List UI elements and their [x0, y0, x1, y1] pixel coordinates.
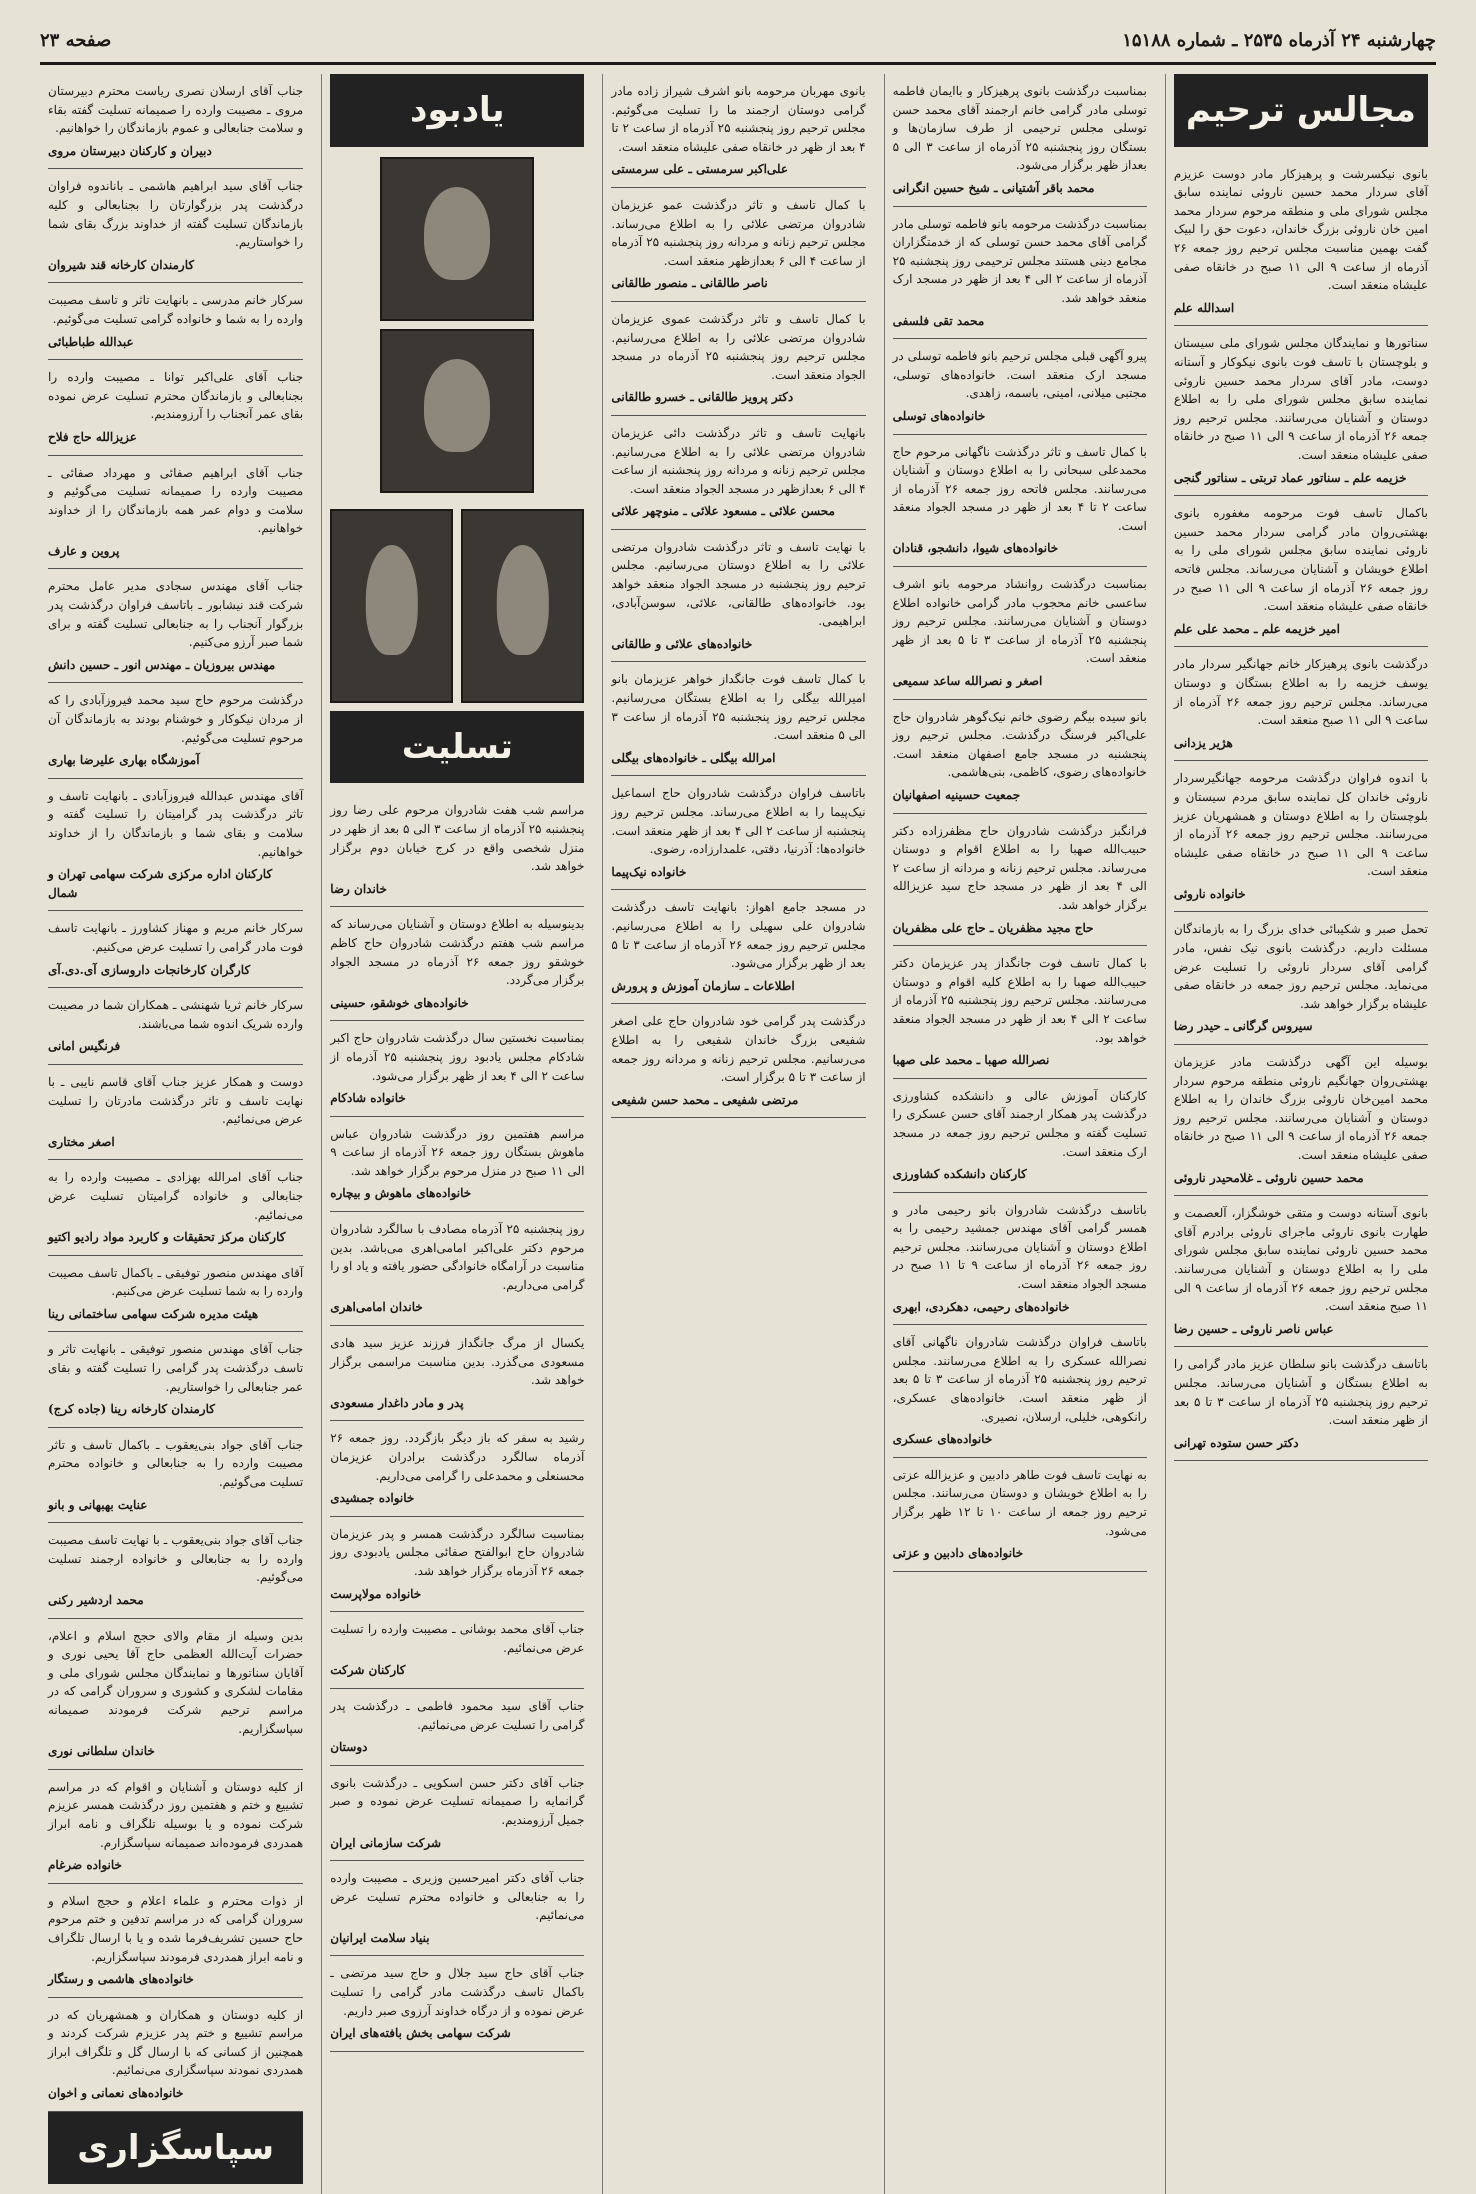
section-banner-majales: مجالس ترحیم: [1174, 74, 1428, 147]
notice-signature: کارکنان شرکت: [330, 1663, 406, 1678]
notice-signature: اصغر مختاری: [48, 1134, 115, 1149]
notice: [893, 567, 1147, 700]
notice-body: سناتورها و نمایندگان مجلس شورای ملی سیستان و بلوچستان با تاسف فوت بانوی نیکوکار و آستانه دوست، مادر آقای سردار محمد حسین ناروئی نماینده سابق مجلس شورای ملی را به اطلاع دوستان و آشنایان می‌رسانند. مجلس ترحیم روز جمعه ۲۶ آذرماه از ساعت ۹ الی ۱۱ صبح در خانقاه صفی علیشاه منعقد است.: [1173, 336, 1428, 462]
notice-body: جناب آقای جواد بنی‌یعقوب ـ با نهایت تاسف مصیبت وارده را به جنابعالی و خانواده ارجمند تسلیت می‌گوئیم.: [48, 1533, 304, 1585]
notice-body: بمناسبت درگذشت مرحومه بانو فاطمه توسلی مادر گرامی آقای محمد حسن توسلی که از خدمتگزاران مجامع دینی هستند مجلس ترحیمی روز پنجشنبه ۲۵ آذرماه از ساعت ۲ الی ۴ بعد از ظهر در مسجد ارک منعقد خواهد شد.: [892, 216, 1147, 305]
notice: [893, 207, 1147, 340]
notice: [330, 907, 584, 1021]
notice-body: بانوی مهربان مرحومه بانو اشرف شیراز زاده مادر گرامی دوستان ارجمند ما را تسلیت می‌گوئیم. مجلس ترحیم روز پنجشنبه ۲۵ آذرماه از ساعت ۲ تا ۴ بعد از ظهر در خانقاه صفی علیشاه منعقد است.: [611, 84, 866, 154]
issue-line: چهارشنبه ۲۴ آذرماه ۲۵۳۵ ـ شماره ۱۵۱۸۸: [1122, 29, 1436, 51]
notice-body: با کمال تاسف فوت جانگداز خواهر عزیزمان بانو امیرالله بیگلی را به اطلاع بستگان می‌رسانیم. مجلس ترحیم روز پنجشنبه ۲۵ آذرماه از ساعت ۳ الی ۵ منعقد است.: [611, 672, 866, 743]
notice: [48, 1523, 303, 1618]
page-header: [40, 18, 1436, 65]
notice: [48, 360, 303, 455]
notices-col1: [1174, 157, 1428, 1462]
notice: [48, 1428, 303, 1523]
notice-signature: خزیمه علم ـ سناتور عماد تربتی ـ سناتور گنجی: [1173, 470, 1407, 485]
notice-body: آقای مهندس عبدالله فیروزآبادی ـ بانهایت تاسف و تاثر درگذشت پدر گرامیتان را تسلیت گفته و سلامت و بقای شما و بازماندگان را از خداوند خواهانیم.: [48, 788, 304, 859]
notice-body: درگذشت مرحوم حاج سید محمد فیروزآبادی را که از مردان نیکوکار و خوشنام بودند به بازماندگان آن مرحوم تسلیت می‌گوئیم.: [48, 693, 304, 745]
notice-body: روز پنجشنبه ۲۵ آذرماه مصادف با سالگرد شادروان مرحوم دکتر علی‌اکبر امامی‌اهری می‌باشد. بدین مناسبت در آرامگاه خانوادگی حضور یافته و یاد او را گرامی می‌داریم.: [330, 1222, 585, 1292]
notice-signature: امرالله بیگلی ـ خانواده‌های بیگلی: [611, 750, 776, 765]
notice-body: آقای مهندس منصور توفیقی ـ باکمال تاسف مصیبت وارده را به شما تسلیت عرض می‌کنیم.: [48, 1265, 304, 1299]
notice-body: بانو سیده بیگم رضوی خانم نیک‌گوهر شادروان حاج علی‌اکبر فرسنگ درگذشت. مجلس ترحیم روز پنجشنبه در مسجد جامع اصفهان منعقد است. خانواده‌های رضوی، کاظمی، بنی‌هاشمی.: [892, 709, 1147, 780]
notice-body: بمناسبت درگذشت بانوی پرهیزکار و باایمان فاطمه توسلی مادر گرامی خانم ارجمند آقای محمد حسن توسلی مجلس ترحیمی از طرف سازمان‌ها و بستگان روز پنجشنبه ۲۵ آذرماه از ساعت ۳ الی ۵ بعداز ظهر برگزار می‌شود.: [892, 84, 1147, 173]
notice: [893, 814, 1147, 947]
notice: [893, 946, 1147, 1079]
notice-body: جناب آقای دکتر امیرحسین وزیری ـ مصیبت وارده را به جنابعالی و خانواده محترم تسلیت عرض می‌نمائیم.: [330, 1871, 585, 1923]
notice-body: جناب آقای محمد بوشانی ـ مصیبت وارده را تسلیت عرض می‌نمائیم.: [330, 1622, 585, 1655]
notice-signature: محسن علائی ـ مسعود علائی ـ منوچهر علائی: [611, 504, 835, 519]
portrait-photo-2: [380, 329, 534, 493]
notice-body: درگذشت پدر گرامی خود شادروان حاج علی اصغر شفیعی بزرگ خاندان شفیعی را به اطلاع می‌رسانیم. مجلس ترحیم زنانه و مردانه روز جمعه از ساعت ۳ تا ۵ برگزار است.: [611, 1014, 866, 1085]
notice-signature: کارمندان کارخانه قند شیروان: [48, 257, 195, 272]
notice: [330, 1612, 584, 1689]
notice-signature: خاندان رضا: [330, 881, 387, 896]
notice: [893, 1458, 1147, 1572]
notice-signature: خانواده نیک‌پیما: [611, 864, 687, 879]
notice: [48, 1256, 303, 1333]
notice-body: با کمال تاسف و تاثر درگذشت عموی عزیزمان شادروان مرتضی علائی را به اطلاع می‌رسانیم. مجلس ترحیم روز پنجشنبه ۲۵ آذرماه در مسجد الجواد منعقد است.: [611, 311, 866, 382]
notice-body: با کمال تاسف فوت جانگداز پدر عزیزمان دکتر حبیب‌الله صهبا را به اطلاع کلیه اقوام و دوستان می‌رسانند. مجلس ترحیم روز پنجشنبه ۲۵ آذرماه از ساعت ۲ الی ۴ بعد از ظهر در مسجد الجواد منعقد خواهد بود.: [892, 956, 1147, 1045]
notice-body: جناب آقای دکتر حسن اسکویی ـ درگذشت بانوی گرانمایه را صمیمانه تسلیت عرض نموده و صبر جمیل آرزومندیم.: [330, 1775, 585, 1827]
notice-body: باکمال تاسف فوت مرحومه مغفوره بانوی بهشتی‌روان مادر گرامی سردار محمد حسین ناروئی نماینده سابق مجلس شورای ملی را به اطلاع خویشان و آشنایان می‌رساند. مجلس فاتحه روز جمعه ۲۶ آذرماه از ساعت ۹ الی ۱۱ صبح در خانقاه صفی علیشاه منعقد است.: [1173, 506, 1429, 614]
notice-body: جناب آقای امرالله بهزادی ـ مصیبت وارده را به جنابعالی و خانواده گرامیتان تسلیت عرض می‌نمائیم.: [48, 1170, 304, 1222]
notice: [1174, 326, 1428, 496]
notice-signature: علی‌اکبر سرمستی ـ علی سرمستی: [611, 162, 789, 177]
notice-body: درگذشت بانوی پرهیزکار خانم جهانگیر سردار مادر یوسف خزیمه را به اطلاع بستگان و دوستان می‌رساند. مجلس ترحیم روز جمعه ۲۶ آذرماه از ساعت ۹ الی ۱۱ صبح منعقد است.: [1173, 657, 1428, 728]
notice: [48, 1065, 303, 1160]
notice: [48, 1770, 303, 1884]
notice-body: با نهایت تاسف و تاثر درگذشت شادروان مرتضی علائی را به اطلاع دوستان می‌رسانیم. مجلس ترحیم روز پنجشنبه در مسجد الجواد منعقد خواهد بود. خانواده‌های طالقانی، علائی، سوسن‌آبادی، ابراهیمی.: [611, 539, 866, 629]
notice: [1174, 912, 1428, 1045]
notice-signature: محمد باقر آشتیانی ـ شیخ حسین انگرانی: [892, 180, 1095, 195]
portrait-photo-3: [461, 509, 584, 703]
notice-body: جناب آقای مهندس سجادی مدیر عامل محترم شرکت قند نیشابور ـ باتاسف فراوان درگذشت پدر بزرگوار آنجناب را به جنابعالی تسلیت گفته و برای شما صبر آرزو می‌کنیم.: [48, 579, 304, 650]
notice: [330, 1689, 584, 1766]
section-banner-sepasgozari: سپاسگزاری: [48, 2112, 303, 2185]
notice-signature: کارکنان دانشکده کشاورزی: [892, 1167, 1027, 1182]
column-4: [321, 74, 592, 2194]
notice-body: باتاسف درگذشت بانو سلطان عزیز مادر گرامی را به اطلاع بستگان و آشنایان می‌رساند. مجلس ترحیم روز پنجشنبه ۲۵ آذرماه از ساعت ۳ تا ۵ بعد از ظهر منعقد است.: [1173, 1357, 1429, 1428]
notice-signature: خانواده‌های شیوا، دانشجو، قنادان: [892, 541, 1059, 556]
notice-signature: کارگران کارخانجات داروسازی آی.دی.آی: [48, 962, 251, 977]
notice-body: پیرو آگهی قبلی مجلس ترحیم بانو فاطمه توسلی در مسجد ارک منعقد است. خانواده‌های توسلی، مجتبی میلانی، امینی، باسمه، زاهدی.: [892, 349, 1147, 401]
notice: [611, 416, 865, 530]
notice: [48, 1332, 303, 1427]
notice-signature: حاج مجید مظفریان ـ حاج علی مظفریان: [892, 920, 1094, 935]
notice-body: باتاسف فراوان درگذشت شادروان ناگهانی آقای نصرالله عسکری را به اطلاع می‌رسانند. مجلس ترحیم روز پنجشنبه ۲۵ آذرماه از ساعت ۳ تا ۵ بعد از ظهر منعقد است. خانواده‌های عسکری، رانکوهی، خلیلی، ارسلان، نصیری.: [892, 1335, 1147, 1424]
notice-signature: هژیر یزدانی: [1173, 735, 1233, 750]
notice: [611, 662, 865, 776]
notice-body: سرکار خانم مریم و مهناز کشاورز ـ بانهایت تاسف فوت مادر گرامی را تسلیت عرض می‌کنیم.: [48, 921, 304, 954]
notice: [48, 683, 303, 778]
notice-signature: محمد تقی فلسفی: [892, 313, 985, 328]
notice-signature: خانواده مولاپرست: [330, 1586, 422, 1601]
notice: [893, 1079, 1147, 1193]
notice-body: از کلیه دوستان و آشنایان و اقوام که در مراسم تشییع و ختم و هفتمین روز درگذشت همسر عزیزم شرکت نموده و یا بوسیله تلگراف و نامه ابراز همدردی فرموده‌اند صمیمانه سپاسگزارم.: [48, 1779, 304, 1850]
column-1: [1165, 74, 1436, 2194]
notice: [330, 1212, 584, 1326]
notice-signature: خانواده‌های دادبین و عزتی: [892, 1546, 1024, 1561]
notice-signature: بنیاد سلامت ایرانیان: [330, 1930, 430, 1945]
notice-signature: کارمندان کارخانه رینا (جاده کرج): [48, 1402, 215, 1417]
notice-body: از ذوات محترم و علماء اعلام و حجج اسلام و سروران گرامی که در مراسم تدفین و ختم مرحوم حاج حسین تشریف‌فرما شده و یا با ارسال تلگراف و نامه ابراز همدردی فرمودند سپاسگزاریم.: [48, 1893, 304, 1964]
notice: [1174, 157, 1428, 327]
notice: [330, 793, 584, 907]
notice: [48, 1998, 303, 2112]
portrait-photo-row: [330, 501, 584, 711]
notice-signature: عنایت بهبهانی و بانو: [48, 1497, 148, 1512]
notice: [611, 74, 865, 188]
notice: [48, 779, 303, 912]
notice: [893, 339, 1147, 434]
notice: [330, 1956, 584, 2051]
notice: [611, 776, 865, 890]
notice: [611, 188, 865, 302]
notice-signature: خاندان سلطانی نوری: [48, 1744, 155, 1759]
notice: [48, 1884, 303, 1998]
notice-signature: فرنگیس امانی: [48, 1039, 121, 1054]
notice-body: جناب آقای سید محمود فاطمی ـ درگذشت پدر گرامی را تسلیت عرض می‌نمائیم.: [330, 1698, 585, 1732]
notice-signature: دبیران و کارکنان دبیرستان مروی: [48, 143, 212, 158]
notice-body: بانوی نیکسرشت و پرهیزکار مادر دوست عزیزم آقای سردار محمد حسین ناروئی نماینده سابق مجلس شورای ملی و منطقه مرحوم سردار محمد امین خان ناروئی بزرگ خاندان، دعوت حق را لبیک گفت بهمین مناسبت مجلس ترحیم روز جمعه ۲۶ آذرماه از ساعت ۹ الی ۱۱ صبح در خانقاه صفی علیشاه منعقد است.: [1173, 166, 1428, 293]
notice: [48, 988, 303, 1065]
notice-body: جناب آقای علی‌اکبر توانا ـ مصیبت وارده را بجنابعالی و بازماندگان محترم تسلیت عرض نموده بقای عمر آنجناب را آرزومندیم.: [48, 370, 304, 422]
notice: [48, 169, 303, 283]
notice-signature: نصرالله صهبا ـ محمد علی صهبا: [892, 1053, 1050, 1068]
notice-body: به نهایت تاسف فوت طاهر دادبین و عزیزالله عزتی را به اطلاع خویشان و دوستان می‌رسانند. مجلس ترحیم روز جمعه از ساعت ۱۰ تا ۱۲ ظهر برگزار می‌شود.: [892, 1467, 1147, 1538]
notice-signature: پروین و عارف: [48, 543, 120, 558]
notice-body: دوست و همکار عزیز جناب آقای قاسم نایبی ـ با نهایت تاسف و تاثر درگذشت مادرتان را تسلیت عرض می‌نمائیم.: [48, 1074, 304, 1127]
notice-signature: شرکت سازمانی ایران: [330, 1835, 442, 1850]
notice-signature: خانواده‌های علائی و طالقانی: [611, 636, 753, 651]
notice-signature: کارکنان مرکز تحقیقات و کاربرد مواد رادیو اکتیو: [48, 1230, 286, 1245]
notice: [330, 1517, 584, 1612]
notice-signature: امیر خزیمه علم ـ محمد علی علم: [1173, 621, 1340, 636]
notice-signature: عبدالله طباطبائی: [48, 334, 134, 349]
notice-signature: محمد اردشیر رکنی: [48, 1593, 144, 1607]
notice-body: از کلیه دوستان و همکاران و همشهریان که در مراسم تشییع و ختم پدر عزیزم شرکت کردند و همچنین از کسانی که با ارسال گل و تلگراف ابراز همدردی نمودند سپاسگزاری می‌نمائیم.: [48, 2007, 304, 2078]
notice-signature: خانواده‌های ماهوش و بیچاره: [330, 1186, 472, 1201]
notice-signature: کارکنان اداره مرکزی شرکت سهامی تهران و شمال: [48, 867, 273, 900]
notice: [611, 530, 865, 663]
notice: [1174, 761, 1428, 912]
notice-signature: خانواده ضرغام: [48, 1858, 122, 1873]
notice-signature: شرکت سهامی بخش بافته‌های ایران: [330, 2026, 511, 2041]
page-number: صفحه ۲۳: [40, 29, 112, 51]
notice: [48, 456, 303, 570]
notice-body: بمناسبت نخستین سال درگذشت شادروان حاج اکبر شادکام مجلس یادبود روز پنجشنبه ۲۵ آذرماه از ساعت ۲ الی ۴ بعد از ظهر برگزار می‌شود.: [330, 1031, 585, 1083]
notice: [330, 1766, 584, 1861]
section-banner-tasliat: تسلیت: [330, 711, 584, 784]
notice-signature: پدر و مادر داغدار مسعودی: [330, 1395, 464, 1410]
notice-signature: خانواده‌های خوشقو، حسینی: [330, 995, 469, 1010]
notice-signature: مرتضی شفیعی ـ محمد حسن شفیعی: [611, 1092, 799, 1107]
notice: [330, 1117, 584, 1212]
notice-signature: خانواده شادکام: [330, 1091, 406, 1106]
notice-body: با کمال تاسف و تاثر درگذشت ناگهانی مرحوم حاج محمدعلی سبحانی را به اطلاع دوستان و آشنایان می‌رسانند. مجلس فاتحه روز جمعه ۲۶ آذرماه از ساعت ۲ تا ۴ بعد از ظهر در مسجد الجواد منعقد است.: [892, 444, 1147, 533]
notice: [330, 1421, 584, 1516]
portrait-photo-4: [330, 509, 453, 703]
notice: [48, 74, 303, 169]
notice-body: رشید به سفر که باز دیگر بازگردد. روز جمعه ۲۶ آذرماه سالگرد درگذشت برادران عزیزمان محسنعلی و محمدعلی را گرامی می‌داریم.: [330, 1431, 585, 1483]
notices-col4: [330, 793, 584, 2051]
notice-signature: خانواده ناروئی: [1173, 886, 1246, 901]
notice-signature: اصغر و نصرالله ساعد سمیعی: [892, 674, 1043, 689]
section-banner-yadbud: یادبود: [330, 74, 584, 147]
notice-body: بمناسبت سالگرد درگذشت همسر و پدر عزیزمان شادروان حاج ابوالفتح صفائی مجلس یادبودی روز جمعه ۲۶ آذرماه برگزار خواهد شد.: [330, 1526, 585, 1578]
notice-signature: عباس ناصر ناروئی ـ حسین رضا: [1173, 1321, 1334, 1336]
notice: [1174, 496, 1428, 647]
notice-signature: خانواده‌های نعمانی و اخوان: [48, 2086, 184, 2101]
notice: [330, 1326, 584, 1421]
notice: [330, 1861, 584, 1956]
notice-body: بدین وسیله از مقام والای حجج اسلام و اعلام، حضرات آیت‌الله العظمی حاج آقا یحیی نوری و آقایان سناتورها و نمایندگان مجلس شورای ملی و مقامات لشکری و کشوری و سروران گرامی که در مراسم ترحیم شرکت فرمودند صمیمانه سپاسگزاریم.: [48, 1628, 304, 1736]
notice-signature: خانواده‌های رحیمی، دهکردی، ابهری: [892, 1299, 1070, 1314]
notice-body: بوسیله این آگهی درگذشت مادر عزیزمان بهشتی‌روان جهانگیم ناروئی منطقه مرحوم سردار محمد امین‌خان ناروئی بزرگ خاندان را به اطلاع دوستان و آشنایان می‌رسانند. مجلس ترحیم روز جمعه ۲۶ آذرماه از ساعت ۹ الی ۱۱ صبح در خانقاه صفی علیشاه منعقد است.: [1173, 1055, 1428, 1162]
notice: [893, 700, 1147, 814]
notice-body: باتاسف درگذشت شادروان بانو رحیمی مادر و همسر گرامی آقای مهندس جمشید رحیمی را به اطلاع دوستان و آشنایان می‌رسانند. مجلس ترحیم روز جمعه ۲۶ آذرماه از ساعت ۹ تا ۱۱ صبح در مسجد الجواد منعقد است.: [892, 1202, 1147, 1292]
notice-signature: اطلاعات ـ سازمان آموزش و پرورش: [611, 978, 795, 993]
notice-body: بانهایت تاسف و تاثر درگذشت دائی عزیزمان شادروان مرتضی علائی را به اطلاع می‌رسانیم. مجلس ترحیم زنانه و مردانه روز پنجشنبه از ساعت ۴ الی ۶ بعدازظهر در مسجد الجواد منعقد است.: [611, 425, 866, 496]
columns: [40, 74, 1436, 2168]
notice: [611, 890, 865, 1004]
notice-body: جناب آقای ارسلان نصری ریاست محترم دبیرستان مروی ـ مصیبت وارده را صمیمانه تسلیت گفته بقاء و سلامت جنابعالی و عموم بازماندگان را خواهانیم.: [48, 84, 304, 136]
notice-body: با کمال تاسف و تاثر درگذشت عمو عزیزمان شادروان مرتضی علائی را به اطلاع می‌رساند. مجلس ترحیم زنانه و مردانه روز پنجشنبه ۲۵ آذرماه از ساعت ۴ الی ۶ بعدازظهر منعقد است.: [611, 197, 866, 268]
notice-signature: خاندان امامی‌اهری: [330, 1300, 423, 1315]
notice: [330, 1021, 584, 1116]
notice: [48, 283, 303, 360]
notice-body: بدینوسیله به اطلاع دوستان و آشنایان می‌رساند که مراسم شب هفتم درگذشت شادروان حاج کاظم خوشقو روز جمعه ۲۶ آذرماه در مسجد الجواد برگزار می‌گردد.: [330, 917, 585, 988]
column-2: [884, 74, 1155, 2194]
notices-col5: [48, 74, 303, 2112]
portrait-photo-1: [380, 157, 534, 321]
notice-signature: اسدالله علم: [1173, 300, 1235, 315]
notices-col2: [893, 74, 1147, 1572]
notice-body: جناب آقای مهندس منصور توفیقی ـ بانهایت تاثر و تاسف درگذشت پدر گرامی را تسلیت گفته و بقای عمر جنابعالی را خواستاریم.: [48, 1342, 304, 1394]
notice: [48, 569, 303, 683]
notice-body: کارکنان آموزش عالی و دانشکده کشاورزی درگذشت پدر همکار ارجمند آقای حسن عسکری را تسلیت گفته و مجلس ترحیم روز جمعه در مسجد ارک منعقد است.: [892, 1088, 1147, 1159]
notice: [1174, 1196, 1428, 1347]
column-5: [40, 74, 311, 2194]
notice-body: بانوی آستانه دوست و متقی خوشگزار، آلعصمت و طهارت بانوی ناروئی ماجرای ناروئی برادرم آقای محمد حسین ناروئی نماینده سابق مجلس شورای ملی را به اطلاع دوستان و آشنایان می‌رسانند. مجلس ترحیم روز جمعه ۲۶ آذرماه از ساعت ۹ الی ۱۱ صبح منعقد است.: [1173, 1206, 1429, 1314]
column-3: [602, 74, 873, 2194]
notice-signature: دکتر حسن ستوده تهرانی: [1173, 1435, 1299, 1450]
notice-signature: دوستان: [330, 1740, 368, 1755]
notice-body: فرانگبز درگذشت شادروان حاج مظفرزاده دکتر حبیب‌الله صهبا را به اطلاع اقوام و دوستان می‌رساند. مجلس ترحیم زنانه و مردانه از ساعت ۲ الی ۴ بعد از ظهر در مسجد حاج سید عزیزالله برگزار خواهد شد.: [892, 823, 1147, 912]
notice-signature: خانواده‌های توسلی: [892, 408, 986, 423]
notice: [1174, 1045, 1428, 1196]
notice: [48, 1160, 303, 1255]
notice-signature: خانواده‌های عسکری: [892, 1432, 993, 1447]
notice-signature: سیروس گرگانی ـ حیدر رضا: [1173, 1019, 1313, 1034]
notice-body: جناب آقای حاج سید جلال و حاج سید مرتضی ـ باکمال تاسف درگذشت مادر گرامی را تسلیت عرض نموده و از درگاه خداوند آرزوی صبر داریم.: [330, 1966, 585, 2018]
notice-body: باتاسف فراوان درگذشت شادروان حاج اسماعیل نیک‌پیما را به اطلاع می‌رساند. مجلس ترحیم روز پنجشنبه از ساعت ۲ الی ۴ بعد از ظهر منعقد است. خانواده‌ها: آذرنیا، دقتی، علمدارزاده، رضوی.: [611, 786, 866, 857]
notice-signature: ناصر طالقانی ـ منصور طالقانی: [611, 276, 768, 291]
notice-signature: دکتر پرویز طالقانی ـ خسرو طالقانی: [611, 390, 794, 405]
notice-body: جناب آقای سید ابراهیم هاشمی ـ باناندوه فراوان درگذشت پدر بزرگوارتان را بجنابعالی و کلیه بازماندگان تسلیت گفته از خداوند بزرگ بقای شما را خواستاریم.: [48, 179, 304, 250]
notice-body: تحمل صبر و شکیبائی خدای بزرگ را به بازماندگان مسئلت داریم. درگذشت بانوی نیک نفس، مادر گرامی آقای سردار ناروئی را تسلیت عرض می‌نماید. مجلس ترحیم روز جمعه در خانقاه صفی علیشاه برگزار خواهد شد.: [1173, 922, 1428, 1011]
notice: [1174, 1347, 1428, 1461]
notice-body: جناب آقای ابراهیم صفائی و مهرداد صفائی ـ مصیبت وارده را صمیمانه تسلیت می‌گوئیم و سلامت و دوام عمر همه بازماندگان را از خداوند خواهانیم.: [48, 465, 304, 536]
notice-signature: مهندس بیروزیان ـ مهندس انور ـ حسین دانش: [48, 657, 276, 672]
notice-signature: خانواده‌های هاشمی و رستگار: [48, 1972, 194, 1987]
notice: [611, 1004, 865, 1118]
notice-signature: محمد حسین ناروئی ـ غلامحیدر ناروئی: [1173, 1170, 1364, 1185]
notice-signature: هیئت مدیره شرکت سهامی ساختمانی رینا: [48, 1306, 259, 1321]
notice: [893, 435, 1147, 568]
notice: [1174, 647, 1428, 761]
notice-body: سرکار خانم ثریا شهنشی ـ همکاران شما در مصیبت وارده شریک اندوه شما می‌باشند.: [48, 998, 304, 1031]
notice-signature: آموزشگاه بهاری علیرضا بهاری: [48, 753, 200, 768]
notice-signature: عزیزالله حاج فلاح: [48, 429, 137, 444]
notice-body: بمناسبت درگذشت روانشاد مرحومه بانو اشرف ساعسی خانم محجوب مادر گرامی خانواده اطلاع دوستان و آشنایان می‌رسانند. مجلس ترحیم روز پنجشنبه ۲۵ آذرماه از ساعت ۳ تا ۵ بعد از ظهر منعقد است.: [892, 577, 1147, 666]
notice-body: سرکار خانم مدرسی ـ بانهایت تاثر و تاسف مصیبت وارده را به شما و خانواده گرامی تسلیت می‌گوئیم.: [48, 293, 304, 326]
notice: [893, 1325, 1147, 1458]
notice-signature: جمعیت حسینیه اصفهانیان: [892, 788, 1021, 802]
notice: [611, 302, 865, 416]
notice-body: مراسم شب هفت شادروان مرحوم علی رضا روز پنجشنبه ۲۵ آذرماه از ساعت ۳ الی ۵ بعد از ظهر در منزل شخصی واقع در کرج خیابان دوم برگزار خواهد شد.: [330, 803, 585, 874]
notice: [48, 1619, 303, 1770]
notice-body: جناب آقای جواد بنی‌یعقوب ـ باکمال تاسف و تاثر مصیبت وارده را به جنابعالی و خانواده محترم تسلیت می‌گوئیم.: [48, 1437, 304, 1490]
notice-body: در مسجد جامع اهواز: بانهایت تاسف درگذشت شادروان علی سهیلی را به اطلاع می‌رسانیم. مجلس ترحیم روز جمعه ۲۶ آذرماه از ساعت ۳ تا ۵ بعد از ظهر برگزار می‌شود.: [611, 900, 866, 971]
notice-body: یکسال از مرگ جانگداز فرزند عزیز سید هادی مسعودی می‌گذرد. بدین مناسبت مراسمی برگزار خواهد شد.: [330, 1336, 585, 1388]
notice-body: مراسم هفتمین روز درگذشت شادروان عباس ماهوش بستگان روز جمعه ۲۶ آذرماه از ساعت ۹ الی ۱۱ صبح در منزل مرحوم برگزار خواهد شد.: [330, 1126, 585, 1178]
notice: [48, 911, 303, 988]
notice-body: با اندوه فراوان درگذشت مرحومه جهانگیرسردار ناروئی خاندان کل نماینده سابق مردم سیستان و بلوچستان را به اطلاع دوستان و همشهریان عزیز می‌رسانند. مجلس ترحیم روز جمعه ۲۶ آذرماه از ساعت ۹ الی ۱۱ صبح در خانقاه صفی علیشاه منعقد است.: [1173, 771, 1429, 879]
notice-signature: خانواده جمشیدی: [330, 1491, 415, 1506]
notice: [893, 1193, 1147, 1326]
notices-col3: [611, 74, 865, 1118]
notice: [893, 74, 1147, 207]
